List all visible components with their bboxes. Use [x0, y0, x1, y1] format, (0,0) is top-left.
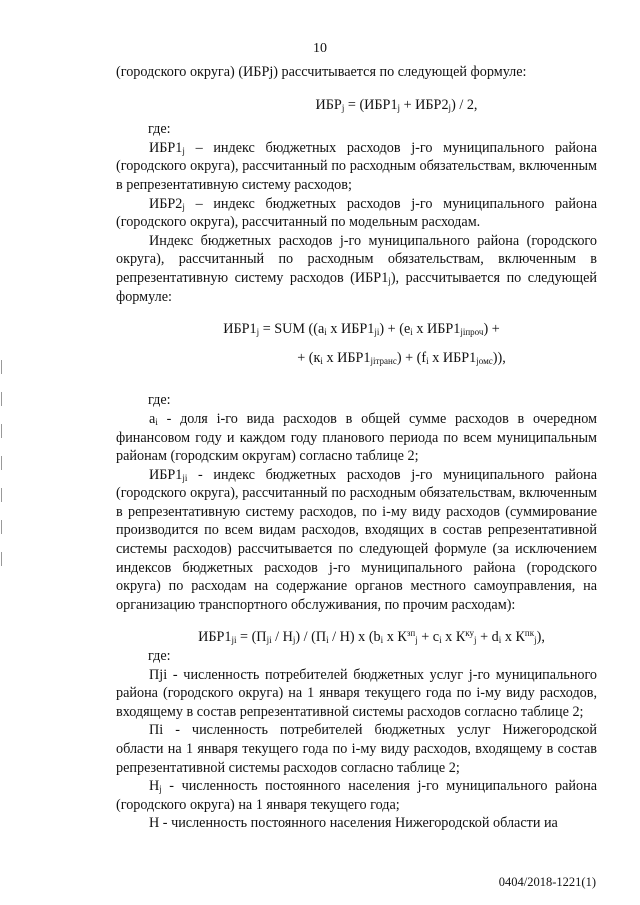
where-label: где: — [148, 648, 171, 665]
document-body — [116, 63, 597, 833]
definition-ai: $a_i$ - доля i-го вида расходов в общей сумме расходов в очередном финансовом году и каждом году планового периода по всем муниципальным районам (городским округам) согласно таблице 2; — [116, 410, 597, 465]
page-number: 10 — [313, 41, 327, 56]
scan-mark — [1, 360, 2, 374]
document-code: 0404/2018-1221(1) — [498, 875, 596, 889]
scan-mark — [1, 520, 2, 534]
definition-ibr1: $ИБР1_j$ – индекс бюджетных расходов j-го муниципального района (городского округа), рассчитанный по расходным обязательствам, включенным в репрезентативную систему расходов; — [116, 139, 597, 193]
scan-mark — [1, 424, 2, 438]
where-label: где: — [148, 392, 171, 409]
scan-mark — [1, 392, 2, 406]
definition-ibr1ji: $ИБР1_{ji}$ - индекс бюджетных расходов j-го муниципального района (городского округа), рассчитанный по расходным обязательствам, включенным в репрезентативную систему расходов, по i-му виду расходов (суммирование производится по всем видам расходов, входящих в состав репрезентативной системы расходов) рассчитывается по следующей формуле (за исключением индексов бюджетных расходов j-го муниципального района (городского округа) по расходам на содержание органов местного самоуправления, на организацию транспортного обслуживания, по прочим расходам): — [116, 466, 597, 613]
formula-ibr: $ИБР_j = (ИБР1_j + ИБР2_j) / 2$, — [315, 96, 478, 113]
where-label: где: — [148, 121, 171, 138]
paragraph-intro: (городского округа) (ИБРj) рассчитывается по следующей формуле: — [116, 64, 527, 80]
definition-ibr2: $ИБР2_j$ – индекс бюджетных расходов j-го муниципального района (городского округа), рассчитанный по модельным расходам. — [116, 195, 597, 231]
formula-ibr1-line2: + ($к_i$ x $ИБР1_{jітранс}) + (f_i$ x $ИБР1_{jомс}$)), — [297, 349, 506, 366]
scan-mark — [1, 456, 2, 470]
formula-ibr1ji: $ИБР1_{ji} = (П_{ji} / Н_j) / (П_i / Н)$ x ($b_i$ x $К^{зп}_j + c_i$ x $К^{ку}_j + d_i$ x $К^{пк}_j$), — [198, 628, 545, 646]
definition-nj: $Н_j$ - численность постоянного населения j-го муниципального района (городского округа) на 1 января текущего года; — [116, 778, 597, 813]
definition-pi: Пi - численность потребителей бюджетных услуг Нижегородской области на 1 января текущего года по i-му виду расходов, входящему в состав репрезентативной системы расходов согласно таблице 2; — [116, 722, 597, 776]
definition-n: Н - численность постоянного населения Нижегородской области иа — [149, 815, 558, 832]
scan-mark — [1, 488, 2, 502]
formula-ibr1-line1: $ИБР1_j$ = SUM (($a_i$ x $ИБР1_{ji}) + (e_i$ x $ИБР1_{jіпроч}$) + — [223, 321, 500, 338]
paragraph-ibr1-intro: Индекс бюджетных расходов j-го муниципального района (городского округа), рассчитанный по расходным обязательствам, включенным в репрезентативную систему расходов $(ИБР1_j)$, рассчитывается по следующей формуле: — [116, 232, 598, 305]
scan-mark — [1, 552, 2, 566]
definition-pji: Пji - численность потребителей бюджетных услуг j-го муниципального района (городского округа) на 1 января текущего года по i-му виду расходов, входящему в состав репрезентативной системы расходов согласно таблице 2; — [116, 666, 597, 720]
